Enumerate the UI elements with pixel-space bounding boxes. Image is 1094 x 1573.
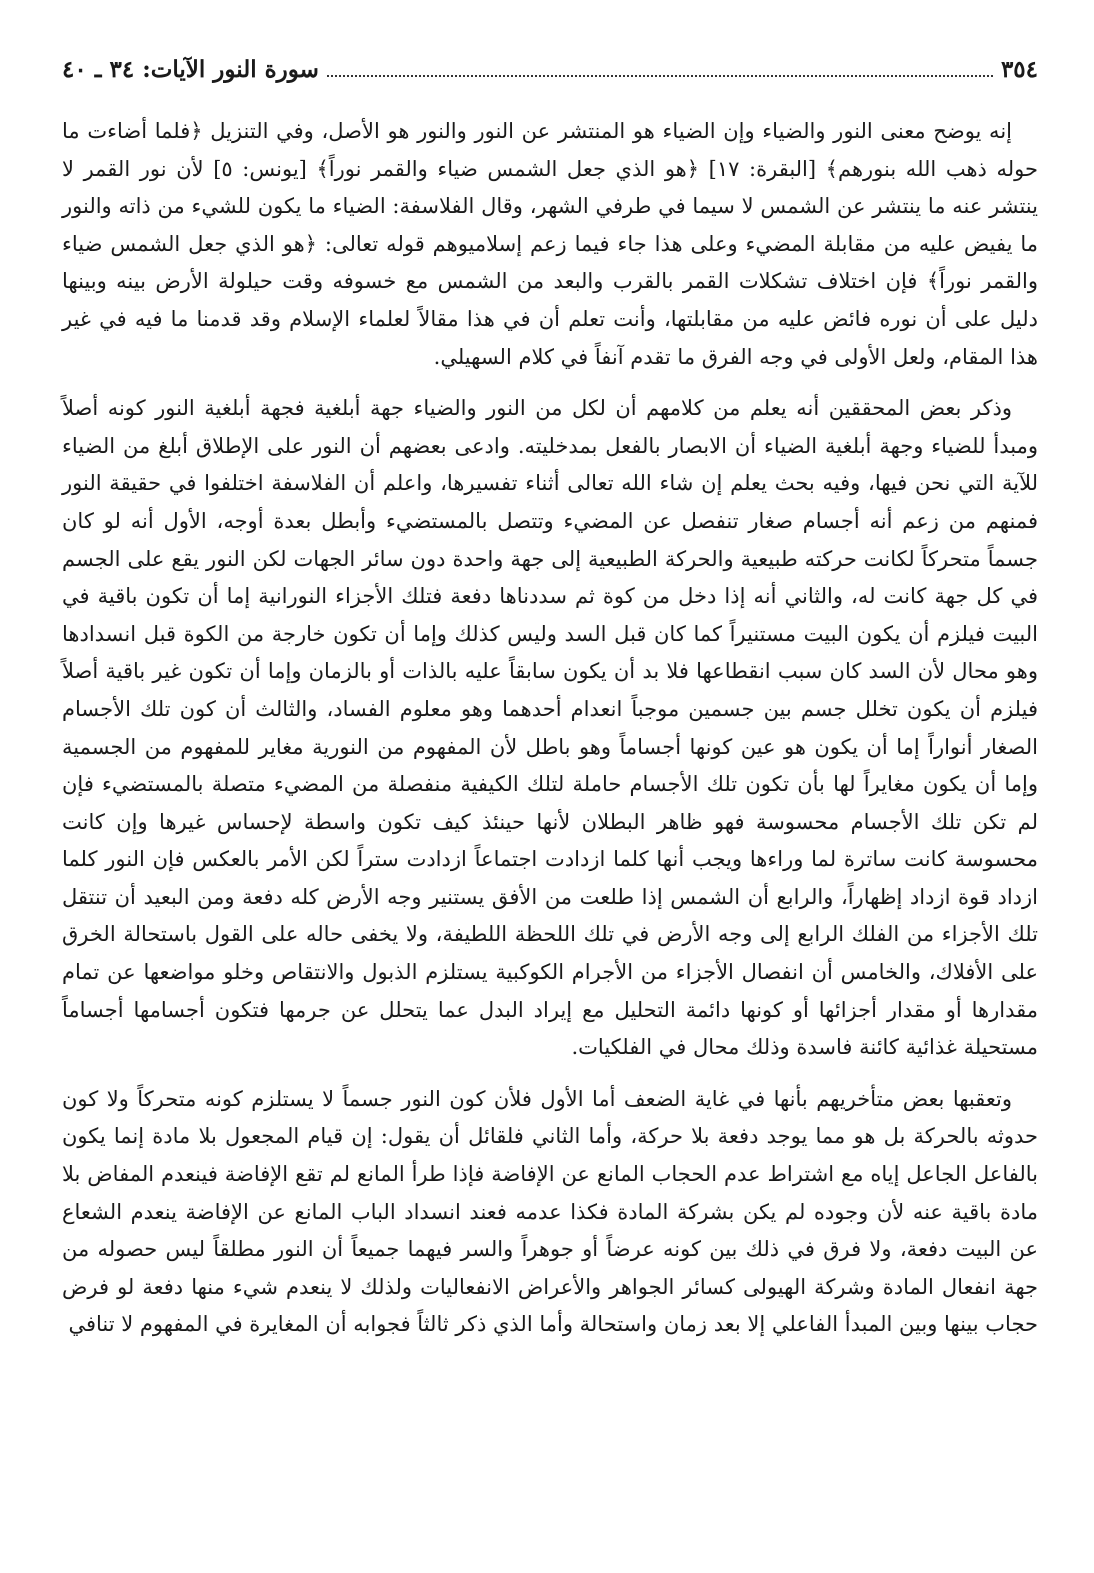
paragraph-2: وذكر بعض المحققين أنه يعلم من كلامهم أن لكل من النور والضياء جهة أبلغية فجهة أبلغية النور كونه أصلاً ومبدأ للضياء وجهة أبلغية الضياء أن الابصار بالفعل بمدخليته. وادعى بعضهم أن النور على الإطلاق أبلغ من الضياء للآية التي نحن فيها، وفيه بحث يعلم إن شاء الله تعالى أثناء تفسيرها، واعلم أن الفلاسفة اختلفوا في حقيقة النور فمنهم من زعم أنه أجسام صغار تنفصل عن المضيء وتتصل بالمستضيء وأبطل بعدة أوجه، الأول أنه لو كان جسماً متحركاً لكانت حركته طبيعية والحركة الطبيعية إلى جهة واحدة دون سائر الجهات لكن النور يقع على الجسم في كل جهة كانت له، والثاني أنه إذا دخل من كوة ثم سددناها دفعة فتلك الأجزاء النورانية إما أن تكون باقية في البيت فيلزم أن يكون البيت مستنيراً كما كان قبل السد وليس كذلك وإما أن تكون خارجة من الكوة قبل انسدادها وهو محال لأن السد كان سبب انقطاعها فلا بد أن يكون سابقاً عليه بالذات أو بالزمان وإما أن تكون غير باقية أصلاً فيلزم أن يكون تخلل جسم بين جسمين موجباً انعدام أحدهما وهو معلوم الفساد، والثالث أن كون تلك الأجسام الصغار أنواراً إما أن يكون هو عين كونها أجساماً وهو باطل لأن المفهوم من النورية مغاير للمفهوم من الجسمية وإما أن يكون مغايراً لها بأن تكون تلك الأجسام حاملة لتلك الكيفية منفصلة من المضيء متصلة بالمستضيء فإن لم تكن تلك الأجسام محسوسة فهو ظاهر البطلان لأنها حينئذ كيف تكون واسطة لإحساس غيرها وإن كانت محسوسة كانت ساترة لما وراءها ويجب أنها كلما ازدادت اجتماعاً ازدادت ستراً لكن الأمر بالعكس فإن النور كلما ازداد قوة ازداد إظهاراً، والرابع أن الشمس إذا طلعت من الأفق يستنير وجه الأرض كله دفعة ومن البعيد أن تنتقل تلك الأجزاء من الفلك الرابع إلى وجه الأرض في تلك اللحظة اللطيفة، ولا يخفى حاله على القول باستحالة الخرق على الأفلاك، والخامس أن انفصال الأجزاء من الأجرام الكوكبية يستلزم الذبول والانتقاص وخلو مواضعها عن تمام مقدارها أو مقدار أجزائها أو كونها دائمة التحليل مع إيراد البدل عما يتحلل عن جرمها فتكون أجسامها أجساماً مستحيلة غذائية كائنة فاسدة وذلك محال في الفلكيات. (62, 396, 1039, 1060)
paragraph-1: إنه يوضح معنى النور والضياء وإن الضياء هو المنتشر عن النور والنور هو الأصل، وفي التنزيل ﴿فلما أضاءت ما حوله ذهب الله بنورهم﴾ [البقرة: ١٧] ﴿هو الذي جعل الشمس ضياء والقمر نوراً﴾ [يونس: ٥] لأن نور القمر لا ينتشر عنه ما ينتشر عن الشمس لا سيما في طرفي الشهر، وقال الفلاسفة: الضياء ما يكون للشيء من ذاته والنور ما يفيض عليه من مقابلة المضيء وعلى هذا جاء فيما زعم إسلاميوهم قوله تعالى: ﴿هو الذي جعل الشمس ضياء والقمر نوراً﴾ فإن اختلاف تشكلات القمر بالقرب والبعد من الشمس مع خسوفه وقت حيلولة الأرض بينه وبينها دليل على أن نوره فائض عليه من مقابلتها، وأنت تعلم أن في هذا مقالاً لعلماء الإسلام وقد قدمنا ما فيه في غير هذا المقام، ولعل الأولى في وجه الفرق ما تقدم آنفاً في كلام السهيلي. (62, 119, 1038, 369)
paragraph-3: وتعقبها بعض متأخريهم بأنها في غاية الضعف أما الأول فلأن كون النور جسماً لا يستلزم كونه متحركاً ولا كون حدوثه بالحركة بل هو مما يوجد دفعة بلا حركة، وأما الثاني فلقائل أن يقول: إن قيام المجعول بلا مادة إنما يكون بالفاعل الجاعل إياه مع اشتراط عدم الحجاب المانع عن الإفاضة فإذا طرأ المانع لم تقع الإفاضة فينعدم المفاض بلا مادة باقية عنه لأن وجوده لم يكن بشركة المادة فكذا عدمه فعند انسداد الباب المانع عن الإفاضة ينعدم الشعاع عن البيت دفعة، ولا فرق في ذلك بين كونه عرضاً أو جوهراً والسر فيهما جميعاً أن النور مطلقاً ليس حصوله من جهة انفعال المادة وشركة الهيولى كسائر الجواهر والأعراض الانفعاليات ولذلك لا ينعدم شيء منها دفعة لو فرض حجاب بينها وبين المبدأ الفاعلي إلا بعد زمان واستحالة وأما الذي ذكر ثالثاً فجوابه أن المغايرة في المفهوم لا تنافي (62, 1086, 1038, 1337)
running-title: سورة النور الآيات: ٣٤ ـ ٤٠ (62, 56, 319, 83)
document-page (62, 56, 1038, 1556)
page-number: ٣٥٤ (1000, 56, 1038, 83)
running-header (62, 56, 1038, 97)
header-dot-leader (327, 59, 993, 77)
